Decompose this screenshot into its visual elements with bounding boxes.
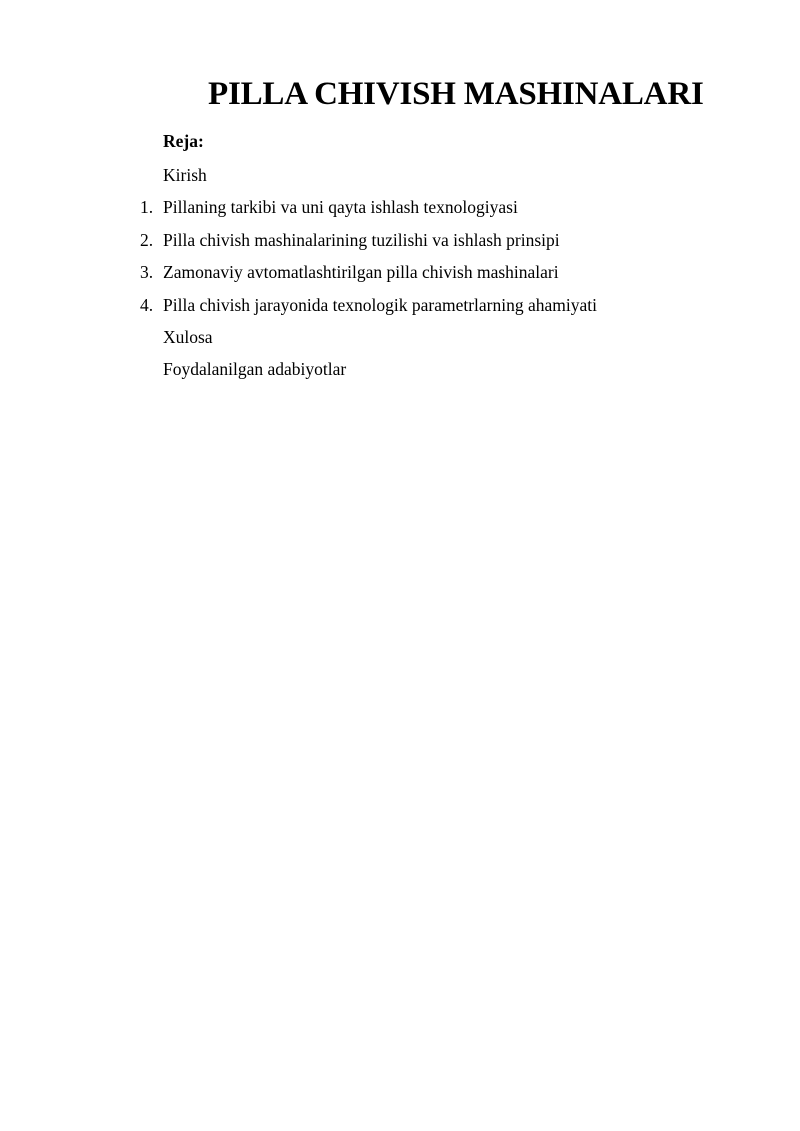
item-number: 2.	[140, 230, 154, 250]
item-text: Xulosa	[163, 327, 213, 347]
item-text: Pillaning tarkibi va uni qayta ishlash texnologiyasi	[163, 197, 518, 217]
item-text: Kirish	[163, 165, 207, 185]
item-text: Pilla chivish jarayonida texnologik parametrlarning ahamiyati	[163, 295, 597, 315]
plan-heading: Reja:	[163, 131, 204, 151]
page-title: PILLA CHIVISH MASHINALARI	[208, 76, 704, 112]
item-text: Zamonaviy avtomatlashtirilgan pilla chivish mashinalari	[163, 262, 559, 282]
item-number: 4.	[140, 295, 154, 315]
item-number: 1.	[140, 197, 154, 217]
item-text: Pilla chivish mashinalarining tuzilishi va ishlash prinsipi	[163, 230, 560, 250]
item-text: Foydalanilgan adabiyotlar	[163, 359, 347, 379]
item-number: 3.	[140, 262, 154, 282]
